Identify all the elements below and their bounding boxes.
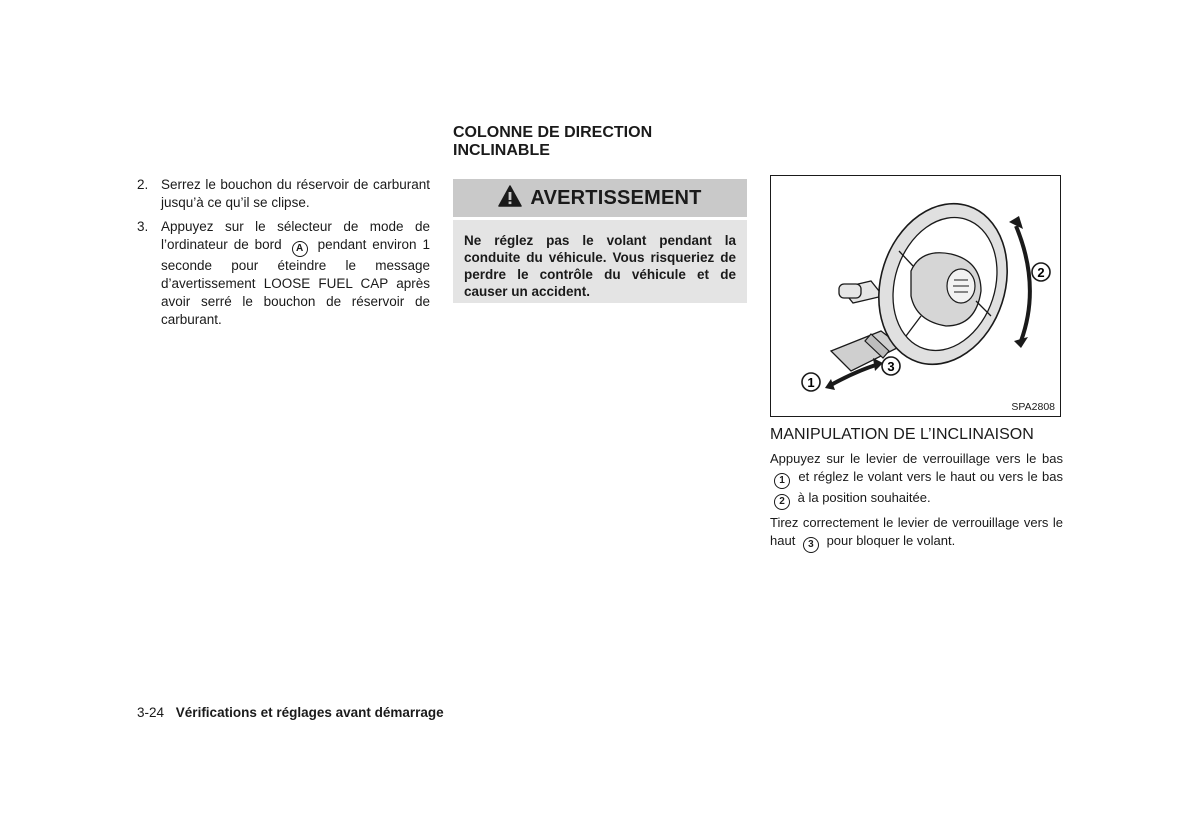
marker-3-icon: 3 <box>803 537 819 553</box>
warning-label: AVERTISSEMENT <box>530 186 702 209</box>
paragraph-2 <box>770 514 1063 553</box>
page-number: 3-24 <box>137 705 165 720</box>
paragraph-1-part-b: et réglez le volant vers le haut ou vers le bas <box>798 469 1063 484</box>
step-2 <box>137 176 430 212</box>
svg-text:2: 2 <box>1037 265 1045 280</box>
callout-3-icon <box>882 357 900 375</box>
step-number: 2. <box>137 177 149 192</box>
warning-body <box>453 220 747 303</box>
step-text <box>161 218 430 329</box>
step-text-part-a: Appuyez sur le sélecteur de mode de l’ordinateur de bord <box>161 219 430 252</box>
steering-wheel-illustration <box>771 176 1060 416</box>
section-title <box>453 124 743 160</box>
paragraph-1-part-a: Appuyez sur le levier de verrouillage vers le bas <box>770 451 1063 466</box>
footer-section-title: Vérifications et réglages avant démarrage <box>175 705 444 720</box>
warning-text: Ne réglez pas le volant pendant la conduite du véhicule. Vous risqueriez de perdre le contrôle du véhicule et de causer un accident. <box>464 233 736 299</box>
left-column <box>137 176 430 335</box>
svg-text:1: 1 <box>807 375 815 390</box>
step-text-part-b: pendant environ 1 seconde pour éteindre le message d’avertissement LOOSE FUEL CAP après avoir serré le bouchon de réservoir de carburant. <box>161 237 430 327</box>
right-body <box>770 450 1063 557</box>
marker-a-icon: A <box>292 241 308 257</box>
paragraph-1-part-c: à la position souhaitée. <box>797 490 931 505</box>
callout-1-icon <box>802 373 820 391</box>
paragraph-1 <box>770 450 1063 510</box>
figure-code: SPA2808 <box>1011 401 1055 413</box>
marker-2-icon: 2 <box>774 494 790 510</box>
steering-wheel-figure <box>770 175 1061 417</box>
marker-1-icon: 1 <box>774 473 790 489</box>
callout-2-icon <box>1032 263 1050 281</box>
step-number: 3. <box>137 219 149 234</box>
paragraph-2-part-a: Tirez correctement le levier de verrouillage vers le haut <box>770 515 1063 548</box>
warning-triangle-icon <box>498 185 522 212</box>
step-3 <box>137 218 430 329</box>
section-title-line1: COLONNE DE DIRECTION <box>453 124 653 141</box>
warning-header <box>453 179 747 217</box>
step-text: Serrez le bouchon du réservoir de carburant jusqu’à ce qu’il se clipse. <box>161 177 430 210</box>
subsection-title: MANIPULATION DE L’INCLINAISON <box>770 426 1034 443</box>
svg-text:3: 3 <box>887 359 895 374</box>
paragraph-2-part-b: pour bloquer le volant. <box>826 533 956 548</box>
page-footer <box>137 705 444 720</box>
section-title-line2: INCLINABLE <box>453 142 550 159</box>
